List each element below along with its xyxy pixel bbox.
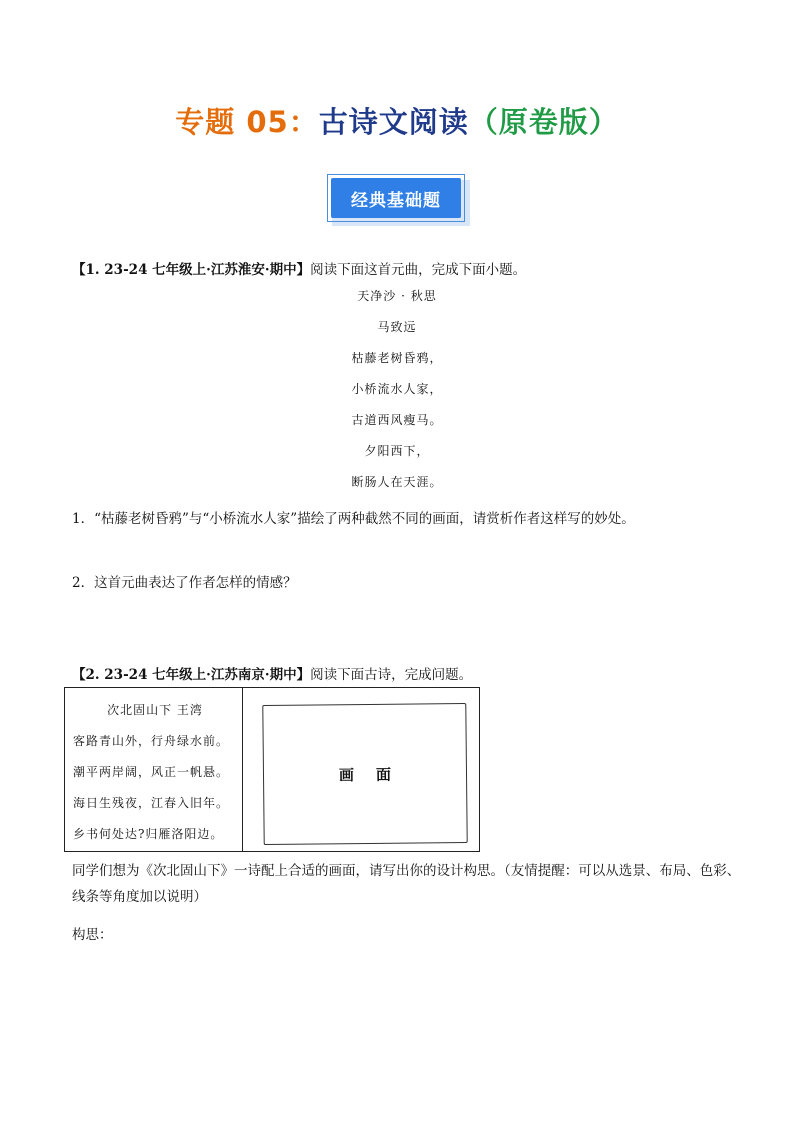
- poem-2: [73, 700, 237, 855]
- question-2-source-tag: 【2. 23-24 七年级上·江苏南京·期中】: [72, 667, 311, 683]
- poem-2-title: 次北固山下 王湾: [107, 703, 203, 717]
- question-2-header: [72, 663, 472, 683]
- answer-label: 构思：: [72, 927, 113, 943]
- poem-1-line: 夕阳西下，: [364, 444, 430, 458]
- question-1-instruction: 阅读下面这首元曲，完成下面小题。: [310, 262, 527, 278]
- badge-label: 经典基础题: [331, 178, 461, 218]
- poem-1-line: 枯藤老树昏鸦，: [351, 351, 443, 365]
- poem-1-line: 断肠人在天涯。: [351, 475, 443, 489]
- title-edition: （原卷版）: [468, 105, 619, 139]
- question-1-header: [72, 258, 526, 278]
- question-2-instruction: 阅读下面古诗，完成问题。: [310, 667, 473, 683]
- title-topic-name: 古诗文阅读: [318, 105, 469, 139]
- question-1-sub-2: 2．这首元曲表达了作者怎样的情感？: [72, 575, 297, 591]
- poem-1-line: 小桥流水人家，: [351, 382, 443, 396]
- poem-1: [0, 286, 794, 503]
- question-2-prompt: 同学们想为《次北固山下》一诗配上合适的画面，请写出你的设计构思。（友情提醒：可以从选景、布局、色彩、线条等角度加以说明）: [72, 863, 741, 905]
- question-1-sub-1: 1．“枯藤老树昏鸦”与“小桥流水人家”描绘了两种截然不同的画面，请赏析作者这样写的妙处。: [72, 511, 635, 527]
- question-1-source-tag: 【1. 23-24 七年级上·江苏淮安·期中】: [72, 262, 311, 278]
- drawing-area-label: 画面: [338, 764, 414, 784]
- poem-1-line: 古道西风瘦马。: [351, 413, 443, 427]
- poem-2-table: [64, 687, 480, 852]
- page-title: [0, 100, 794, 141]
- table-divider: [242, 688, 243, 851]
- poem-2-line: 乡书何处达?归雁洛阳边。: [73, 827, 224, 841]
- section-badge: [327, 174, 470, 226]
- poem-2-line: 海日生残夜，江春入旧年。: [73, 796, 230, 810]
- poem-2-line: 客路青山外，行舟绿水前。: [73, 734, 230, 748]
- drawing-area: [262, 703, 467, 845]
- poem-1-title: 天净沙 · 秋思: [357, 289, 437, 303]
- poem-1-author: 马致远: [377, 320, 417, 334]
- title-topic-number: 专题 05：: [175, 105, 319, 139]
- poem-2-line: 潮平两岸阔，风正一帆悬。: [73, 765, 230, 779]
